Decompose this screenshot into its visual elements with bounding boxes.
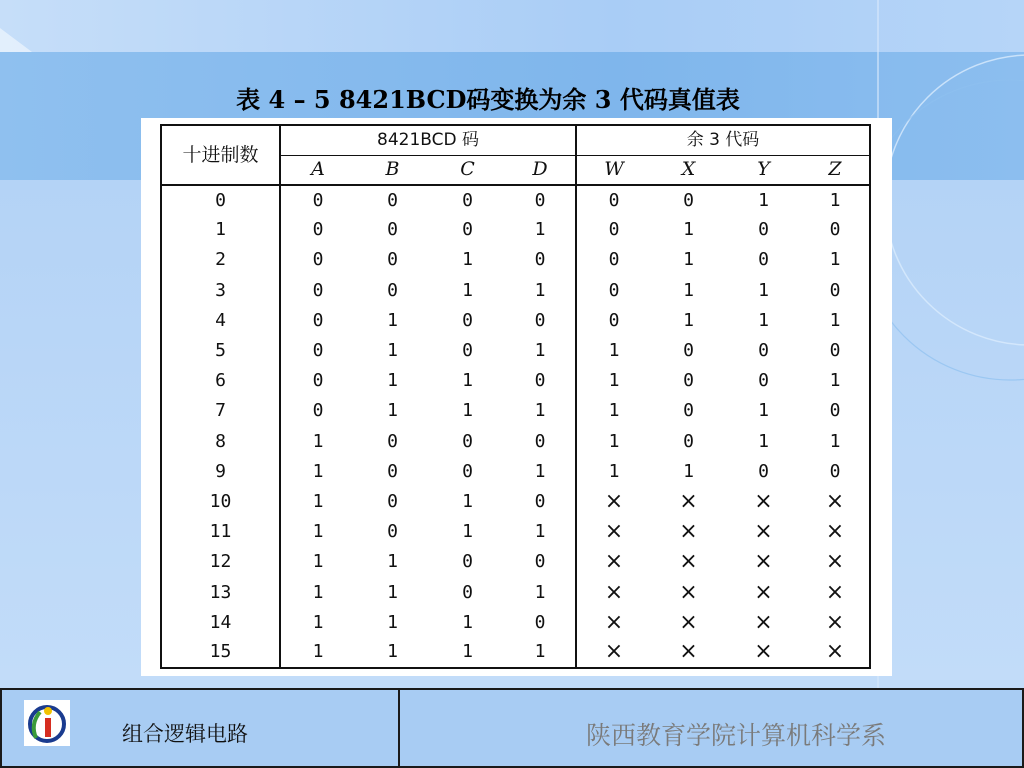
bcd-cell: 0 — [312, 249, 324, 271]
bcd-cell: 0 — [312, 370, 324, 392]
decimal-header: 十进制数 — [161, 125, 280, 185]
bcd-cell: 0 — [387, 490, 398, 512]
truth-table — [160, 124, 871, 669]
bcd-cell: 1 — [312, 551, 324, 573]
bcd-cell: 1 — [312, 460, 324, 482]
excess3-cell: × — [825, 579, 845, 605]
excess3-cell: 1 — [683, 219, 694, 241]
bcd-cell: 1 — [387, 309, 398, 331]
bcd-cell: 1 — [312, 521, 324, 543]
decimal-cell: 12 — [161, 547, 280, 577]
footer-department-cell — [398, 688, 1024, 768]
bcd-cell: 1 — [387, 400, 398, 422]
footer — [0, 688, 1024, 768]
decimal-cell: 3 — [161, 276, 280, 306]
var-header-c: C — [430, 155, 505, 185]
table-row — [161, 336, 870, 366]
decimal-cell: 4 — [161, 306, 280, 336]
bcd-cell: 0 — [387, 521, 398, 543]
bcd-cell: 0 — [387, 189, 398, 211]
bcd-cell: 0 — [462, 460, 473, 482]
decimal-cell: 1 — [161, 215, 280, 245]
excess3-cell: × — [604, 519, 624, 545]
var-header-b: B — [355, 155, 430, 185]
excess3-cell: 1 — [608, 400, 620, 422]
excess3-cell: × — [754, 549, 773, 575]
bcd-cell: 1 — [312, 641, 324, 663]
excess3-cell: 0 — [608, 249, 620, 271]
excess3-cell: 1 — [758, 430, 769, 452]
var-header-z: Z — [801, 155, 870, 185]
bcd-cell: 1 — [505, 517, 576, 547]
excess3-cell: 1 — [758, 189, 769, 211]
course-name: 组合逻辑电路 — [122, 722, 248, 746]
bcd-cell: 1 — [462, 490, 473, 512]
bcd-cell: 1 — [505, 577, 576, 607]
truth-table-body — [161, 185, 870, 668]
excess3-cell: × — [679, 488, 698, 514]
excess3-cell: × — [825, 519, 845, 545]
bcd-cell: 1 — [505, 276, 576, 306]
excess3-cell: × — [604, 639, 624, 665]
table-row — [161, 215, 870, 245]
bcd-cell: 0 — [312, 400, 324, 422]
table-row — [161, 608, 870, 638]
excess3-cell: 1 — [608, 370, 620, 392]
bcd-cell: 1 — [462, 641, 473, 663]
slide-title: 表 4 – 5 8421BCD码变换为余 3 代码真值表 — [236, 85, 740, 114]
bcd-cell: 0 — [387, 219, 398, 241]
college-logo-icon — [24, 700, 70, 746]
bcd-cell: 1 — [462, 249, 473, 271]
excess3-cell: × — [754, 579, 773, 605]
bcd-group-header: 8421BCD 码 — [280, 125, 576, 155]
bcd-cell: 1 — [505, 336, 576, 366]
bcd-cell: 0 — [387, 279, 398, 301]
excess3-cell: 1 — [829, 249, 841, 271]
excess3-cell: 0 — [683, 370, 694, 392]
excess3-cell: 0 — [608, 219, 620, 241]
decimal-cell: 8 — [161, 427, 280, 457]
footer-course-cell — [0, 688, 400, 768]
excess3-cell: 1 — [683, 460, 694, 482]
bcd-cell: 0 — [462, 551, 473, 573]
excess3-cell: 1 — [829, 430, 841, 452]
excess3-cell: 1 — [683, 279, 694, 301]
excess3-cell: × — [604, 609, 624, 635]
bcd-cell: 1 — [505, 396, 576, 426]
bcd-cell: 1 — [462, 370, 473, 392]
decimal-cell: 2 — [161, 245, 280, 275]
decimal-cell: 10 — [161, 487, 280, 517]
decimal-cell: 9 — [161, 457, 280, 487]
excess3-cell: × — [754, 519, 773, 545]
bcd-cell: 0 — [462, 340, 473, 362]
truth-table-panel — [141, 118, 892, 676]
bcd-cell: 0 — [462, 189, 473, 211]
table-row — [161, 245, 870, 275]
excess3-cell: 1 — [829, 189, 841, 211]
var-header-d: D — [505, 155, 576, 185]
decimal-cell: 14 — [161, 608, 280, 638]
excess3-group-header: 余 3 代码 — [576, 125, 870, 155]
excess3-cell: 1 — [829, 309, 841, 331]
table-row — [161, 185, 870, 215]
excess3-cell: 0 — [829, 460, 841, 482]
excess3-cell: 1 — [758, 279, 769, 301]
excess3-cell: 0 — [758, 370, 769, 392]
bcd-cell: 1 — [312, 490, 324, 512]
table-row — [161, 638, 870, 668]
excess3-cell: × — [754, 639, 773, 665]
table-row — [161, 306, 870, 336]
excess3-cell: 0 — [608, 279, 620, 301]
excess3-cell: 0 — [829, 219, 841, 241]
excess3-cell: 1 — [829, 370, 841, 392]
excess3-cell: 1 — [683, 309, 694, 331]
bcd-cell: 0 — [312, 309, 324, 331]
bcd-cell: 1 — [387, 340, 398, 362]
bcd-cell: 1 — [462, 611, 473, 633]
excess3-cell: × — [679, 579, 698, 605]
bcd-cell: 0 — [505, 245, 576, 275]
bcd-cell: 0 — [505, 185, 576, 215]
excess3-cell: 0 — [683, 340, 694, 362]
excess3-cell: × — [604, 488, 624, 514]
decimal-cell: 7 — [161, 396, 280, 426]
bcd-cell: 0 — [312, 279, 324, 301]
excess3-cell: 0 — [683, 430, 694, 452]
bcd-cell: 0 — [462, 430, 473, 452]
table-row — [161, 577, 870, 607]
bcd-cell: 1 — [462, 400, 473, 422]
excess3-cell: × — [825, 639, 845, 665]
excess3-cell: × — [679, 519, 698, 545]
excess3-cell: 1 — [608, 460, 620, 482]
decimal-cell: 13 — [161, 577, 280, 607]
table-row — [161, 547, 870, 577]
bcd-cell: 0 — [505, 487, 576, 517]
var-header-w: W — [576, 155, 651, 185]
bcd-cell: 1 — [387, 370, 398, 392]
table-row — [161, 276, 870, 306]
decimal-cell: 0 — [161, 185, 280, 215]
bcd-cell: 0 — [505, 547, 576, 577]
excess3-cell: 1 — [758, 309, 769, 331]
table-row — [161, 457, 870, 487]
decimal-cell: 5 — [161, 336, 280, 366]
excess3-cell: 1 — [608, 430, 620, 452]
bcd-cell: 0 — [462, 219, 473, 241]
bcd-cell: 1 — [505, 215, 576, 245]
bcd-cell: 0 — [462, 581, 473, 603]
excess3-cell: 0 — [829, 340, 841, 362]
excess3-cell: × — [679, 609, 698, 635]
table-row — [161, 427, 870, 457]
decimal-cell: 15 — [161, 638, 280, 668]
excess3-cell: × — [679, 549, 698, 575]
excess3-cell: × — [825, 488, 845, 514]
excess3-cell: 0 — [758, 460, 769, 482]
bcd-cell: 1 — [312, 611, 324, 633]
excess3-cell: 0 — [608, 189, 620, 211]
table-row — [161, 366, 870, 396]
bcd-cell: 0 — [387, 249, 398, 271]
bcd-cell: 1 — [387, 641, 398, 663]
bcd-cell: 1 — [505, 638, 576, 668]
bcd-cell: 1 — [387, 611, 398, 633]
excess3-cell: × — [604, 549, 624, 575]
excess3-cell: × — [825, 609, 845, 635]
excess3-cell: × — [825, 549, 845, 575]
excess3-cell: × — [754, 488, 773, 514]
bcd-cell: 1 — [505, 457, 576, 487]
excess3-cell: 0 — [758, 219, 769, 241]
bcd-cell: 0 — [462, 309, 473, 331]
table-row — [161, 396, 870, 426]
var-header-y: Y — [726, 155, 801, 185]
table-row — [161, 487, 870, 517]
bcd-cell: 1 — [387, 581, 398, 603]
bcd-cell: 0 — [505, 366, 576, 396]
var-header-a: A — [280, 155, 355, 185]
bcd-cell: 1 — [312, 581, 324, 603]
excess3-cell: × — [679, 639, 698, 665]
bcd-cell: 1 — [387, 551, 398, 573]
bcd-cell: 1 — [462, 279, 473, 301]
excess3-cell: 0 — [683, 400, 694, 422]
bcd-cell: 0 — [312, 219, 324, 241]
excess3-cell: 0 — [829, 279, 841, 301]
bcd-cell: 1 — [312, 430, 324, 452]
bcd-cell: 0 — [505, 306, 576, 336]
bcd-cell: 0 — [505, 608, 576, 638]
table-row — [161, 517, 870, 547]
decimal-cell: 6 — [161, 366, 280, 396]
excess3-cell: 1 — [608, 340, 620, 362]
excess3-cell: 0 — [758, 249, 769, 271]
bcd-cell: 0 — [312, 340, 324, 362]
excess3-cell: 0 — [608, 309, 620, 331]
var-header-x: X — [651, 155, 726, 185]
excess3-cell: 0 — [829, 400, 841, 422]
department-name: 陕西教育学院计算机科学系 — [586, 721, 887, 750]
bcd-cell: 1 — [462, 521, 473, 543]
bcd-cell: 0 — [505, 427, 576, 457]
excess3-cell: × — [604, 579, 624, 605]
excess3-cell: 1 — [683, 249, 694, 271]
excess3-cell: 0 — [758, 340, 769, 362]
excess3-cell: × — [754, 609, 773, 635]
bcd-cell: 0 — [387, 460, 398, 482]
decimal-cell: 11 — [161, 517, 280, 547]
bcd-cell: 0 — [387, 430, 398, 452]
bcd-cell: 0 — [312, 189, 324, 211]
excess3-cell: 0 — [683, 189, 694, 211]
excess3-cell: 1 — [758, 400, 769, 422]
